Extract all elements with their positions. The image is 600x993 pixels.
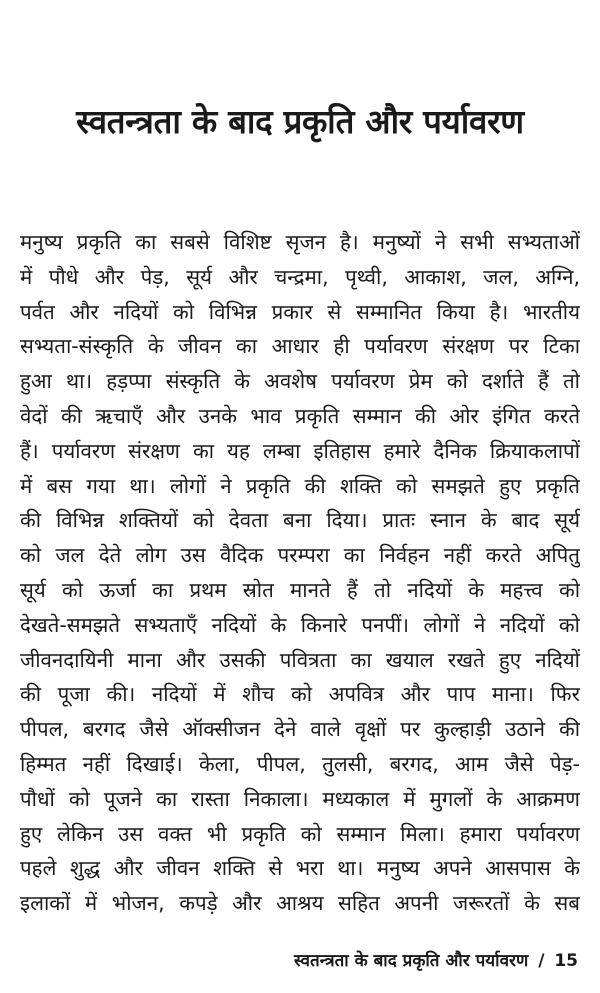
text-line: हुए लेकिन उस वक्त भी प्रकृति को सम्मान मिला। हमारा पर्यावरण — [20, 821, 580, 846]
page-number: 15 — [554, 951, 578, 971]
text-line: की पूजा की। नदियों में शौच को अपवित्र और पाप माना। फिर — [20, 682, 580, 707]
text-line: वेदों की ऋचाएँ और उनके भाव प्रकृति सम्मान की ओर इंगित करते — [20, 403, 580, 428]
text-line: की विभिन्न शक्तियों को देवता बना दिया। प्रातः स्नान के बाद सूर्य — [20, 508, 580, 533]
chapter-title: स्वतन्त्रता के बाद प्रकृति और पर्यावरण — [76, 102, 524, 141]
page-footer — [294, 948, 578, 971]
text-line: सभ्यता-संस्कृति के जीवन का आधार ही पर्यावरण संरक्षण पर टिका — [20, 334, 580, 359]
footer-separator: / — [538, 951, 545, 971]
text-line: हिम्मत नहीं दिखाई। केला, पीपल, तुलसी, बरगद, आम जैसे पेड़- — [20, 751, 580, 776]
text-line: मनुष्य प्रकृति का सबसे विशिष्ट सृजन है। मनुष्यों ने सभी सभ्यताओं — [20, 230, 580, 254]
text-line: पहले शुद्ध और जीवन शक्ति से भरा था। मनुष्य अपने आसपास के — [20, 856, 580, 881]
text-line: में बस गया था। लोगों ने प्रकृति की शक्ति को समझते हुए प्रकृति — [20, 473, 580, 498]
text-line: पर्वत और नदियों को विभिन्न प्रकार से सम्मानित किया है। भारतीय — [20, 299, 580, 324]
text-line: सूर्य को ऊर्जा का प्रथम स्रोत मानते हैं तो नदियों के महत्त्व को — [20, 577, 580, 602]
text-line: हैं। पर्यावरण संरक्षण का यह लम्बा इतिहास हमारे दैनिक क्रियाकलापों — [20, 438, 580, 463]
body-paragraph — [20, 225, 580, 921]
text-line: पौधों को पूजने का रास्ता निकाला। मध्यकाल में मुगलों के आक्रमण — [20, 786, 580, 811]
text-line: पीपल, बरगद जैसे ऑक्सीजन देने वाले वृक्षों पर कुल्हाड़ी उठाने की — [20, 717, 580, 742]
text-line: देखते-समझते सभ्यताएँ नदियों के किनारे पनपीं। लोगों ने नदियों को — [20, 612, 580, 637]
text-line: को जल देते लोग उस वैदिक परम्परा का निर्वहन नहीं करते अपितु — [20, 543, 580, 568]
text-line: जीवनदायिनी माना और उसकी पवित्रता का खयाल रखते हुए नदियों — [20, 647, 580, 672]
text-line: हुआ था। हड़प्पा संस्कृति के अवशेष पर्यावरण प्रेम को दर्शाते हैं तो — [20, 369, 580, 394]
text-line: इलाकों में भोजन, कपड़े और आश्रय सहित अपनी जरूरतों के सब — [20, 891, 580, 916]
running-title: स्वतन्त्रता के बाद प्रकृति और पर्यावरण — [293, 951, 529, 971]
text-line: में पौधे और पेड़, सूर्य और चन्द्रमा, पृथ्वी, आकाश, जल, अग्नि, — [20, 264, 580, 289]
